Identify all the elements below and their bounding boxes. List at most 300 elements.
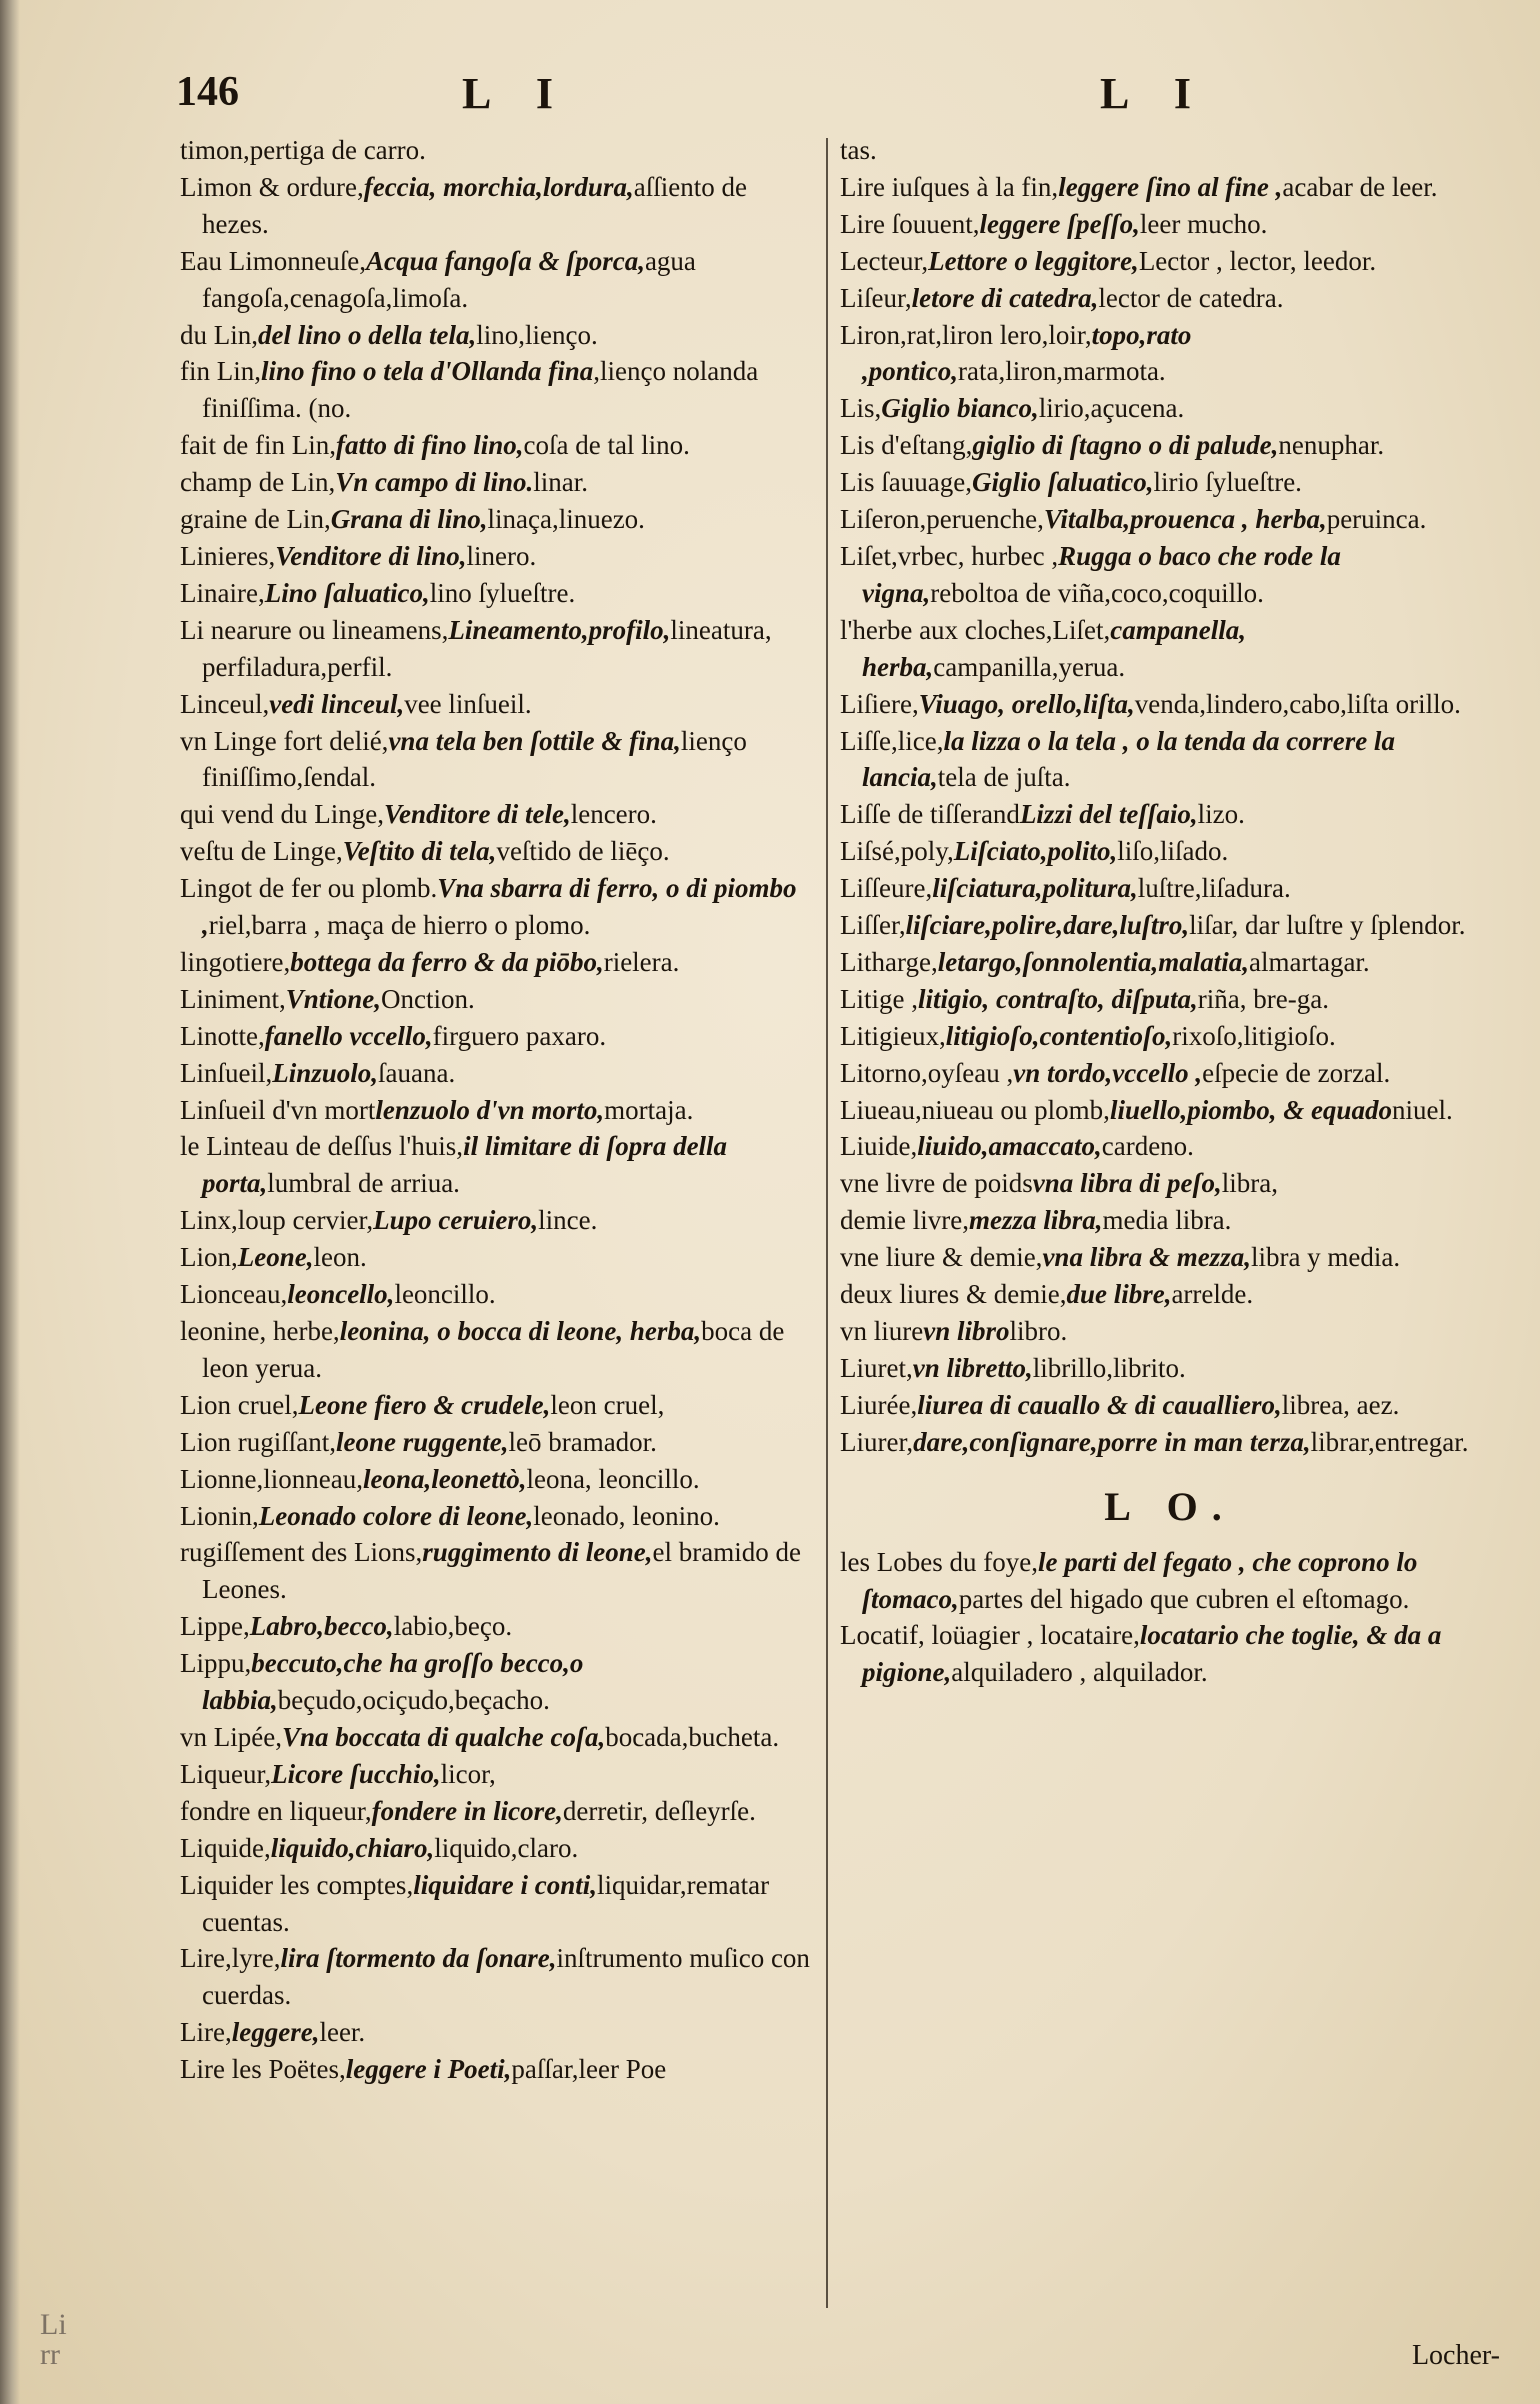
entry-spanish: linero. <box>466 540 537 571</box>
dictionary-entry <box>840 317 1500 391</box>
entry-french: Linaire, <box>180 577 265 608</box>
dictionary-entry <box>180 1313 816 1387</box>
entry-french: Liſeur, <box>840 282 912 313</box>
margin-mark: Li <box>40 2308 67 2341</box>
entry-spanish: riel,barra , maça de hierro o plomo. <box>208 910 591 941</box>
entry-italian: vn tordo,vccello , <box>1013 1057 1203 1088</box>
entry-italian: due libre, <box>1066 1279 1172 1310</box>
entry-french: Liqueur, <box>180 1758 272 1789</box>
dictionary-entry <box>180 1756 816 1793</box>
dictionary-entry <box>180 1534 816 1608</box>
entry-italian: Vitalba,prouenca , herba, <box>1043 504 1327 535</box>
entry-spanish: librea, aez. <box>1281 1389 1400 1420</box>
entry-italian: Licore ſucchio, <box>271 1758 441 1789</box>
dictionary-entry <box>840 1055 1500 1092</box>
entry-spanish: liquido,claro. <box>434 1832 579 1863</box>
entry-italian: leggere ſpeſſo, <box>979 208 1140 239</box>
entry-french: Lire les Poëtes, <box>180 2054 346 2085</box>
entry-spanish: partes del higado que cubren el eſtomago. <box>958 1583 1410 1614</box>
entry-french: Lion cruel, <box>180 1389 299 1420</box>
entry-spanish: Onction. <box>381 983 475 1014</box>
entry-spanish: el bramido de Leones. <box>202 1537 801 1605</box>
entry-italian: Liſciato,polito, <box>953 836 1118 867</box>
dictionary-entry <box>840 1313 1500 1350</box>
entry-french: Lire, <box>180 2017 232 2048</box>
entry-italian: del lino o della tela, <box>258 319 477 350</box>
entry-spanish: lino ſylueſtre. <box>429 577 576 608</box>
entry-spanish: linar. <box>533 467 588 498</box>
entry-french: Litharge, <box>840 946 938 977</box>
dictionary-entry <box>840 464 1500 501</box>
dictionary-entry <box>840 1617 1500 1691</box>
dictionary-entry <box>180 353 816 427</box>
entry-spanish: niuel. <box>1391 1094 1453 1125</box>
entry-italian: vna libra di peſo, <box>1032 1168 1222 1199</box>
entry-italian: mezza libra, <box>968 1205 1103 1236</box>
dictionary-entry <box>180 1202 816 1239</box>
entry-italian: liuello,piombo, & equado <box>1109 1094 1392 1125</box>
dictionary-entry <box>180 1498 816 1535</box>
section-lo-entries <box>840 1544 1500 1692</box>
entry-spanish: leon cruel, <box>550 1389 665 1420</box>
entry-french: vn Linge fort delié, <box>180 725 389 756</box>
entry-french: champ de Lin, <box>180 467 336 498</box>
dictionary-entry <box>840 1165 1500 1202</box>
entry-italian: Vn campo di lino. <box>335 467 534 498</box>
entry-italian: Lineamento,profilo, <box>448 614 671 645</box>
entry-french: graine de Lin, <box>180 504 331 535</box>
dictionary-entry <box>840 538 1500 612</box>
page-number: 146 <box>176 69 239 115</box>
dictionary-entry <box>180 1387 816 1424</box>
dictionary-entry <box>840 907 1500 944</box>
entry-french: Lis, <box>840 393 882 424</box>
entry-italian: Acqua fangoſa & ſporca, <box>365 245 645 276</box>
entry-spanish: riña, bre-ga. <box>1197 983 1329 1014</box>
dictionary-entry <box>840 390 1500 427</box>
entry-spanish: liſar, dar luſtre y ſplendor. <box>1189 910 1466 941</box>
catchword: Locher- <box>1411 2340 1500 2371</box>
dictionary-entry <box>840 723 1500 797</box>
dictionary-entry <box>180 2051 816 2088</box>
entry-spanish: derretir, deſleyrſe. <box>562 1795 756 1826</box>
entry-spanish: lizo. <box>1197 799 1245 830</box>
entry-spanish: lumbral de arriua. <box>267 1168 460 1199</box>
entry-french: fondre en liqueur, <box>180 1795 372 1826</box>
left-column <box>180 132 816 2088</box>
entry-italian: le parti del fegato , che coprono lo ſtomaco, <box>862 1546 1418 1614</box>
entry-french: Linſueil, <box>180 1057 273 1088</box>
dictionary-entry <box>840 796 1500 833</box>
dictionary-entry <box>180 427 816 464</box>
entry-spanish: aſſiento de hezes. <box>202 171 747 239</box>
dictionary-entry <box>840 1092 1500 1129</box>
entry-spanish: librar,entregar. <box>1310 1426 1469 1457</box>
right-column-heading: L I <box>1100 69 1210 118</box>
entry-spanish: tela de juſta. <box>937 762 1071 793</box>
entry-spanish: cardeno. <box>1101 1131 1194 1162</box>
dictionary-entry <box>180 612 816 686</box>
entry-french: Limon & ordure, <box>180 171 364 202</box>
entry-spanish: labio,beço. <box>393 1611 513 1642</box>
entry-italian: leggere, <box>231 2017 320 2048</box>
dictionary-entry <box>180 1830 816 1867</box>
entry-french: Liſet,vrbec, hurbec , <box>840 540 1059 571</box>
entry-french: Liniment, <box>180 983 286 1014</box>
entry-italian: Rugga o baco che rode la vigna, <box>862 540 1341 608</box>
dictionary-entry <box>180 723 816 797</box>
margin-marks <box>40 2310 67 2370</box>
entry-french: vn Lipée, <box>180 1721 282 1752</box>
entry-french: Linx,loup cervier, <box>180 1205 374 1236</box>
entry-italian: beccuto,che ha groſſo becco,o labbia, <box>202 1648 584 1716</box>
entry-italian: Giglio ſaluatico, <box>971 467 1154 498</box>
entry-french: Liuide, <box>840 1131 918 1162</box>
dictionary-entry <box>840 1276 1500 1313</box>
entry-french: du Lin, <box>180 319 258 350</box>
entry-spanish: inſtrumento muſico con cuerdas. <box>202 1943 810 2011</box>
entry-french: demie livre, <box>840 1205 969 1236</box>
entry-italian: ruggimento di leone, <box>422 1537 653 1568</box>
dictionary-entry <box>840 1018 1500 1055</box>
entry-spanish: leer mucho. <box>1139 208 1268 239</box>
dictionary-entry <box>840 1350 1500 1387</box>
entry-italian: Lino ſaluatico, <box>264 577 430 608</box>
entry-french: Eau Limonneuſe, <box>180 245 366 276</box>
entry-spanish: mortaja. <box>604 1094 694 1125</box>
dictionary-entry <box>180 1128 816 1202</box>
entry-french: Liſeron,peruenche, <box>840 504 1044 535</box>
entry-french: Locatif, loüagier , locataire, <box>840 1620 1140 1651</box>
dictionary-entry <box>180 464 816 501</box>
entry-italian: vna tela ben ſottile & fina, <box>388 725 681 756</box>
dictionary-entry <box>840 427 1500 464</box>
dictionary-entry <box>180 243 816 317</box>
section-heading-lo: L O. <box>1104 1483 1236 1529</box>
entry-italian: litigio, contraſto, diſputa, <box>917 983 1198 1014</box>
dictionary-entry <box>180 833 816 870</box>
entry-french: Lion rugiſſant, <box>180 1426 336 1457</box>
entry-italian: la lizza o la tela , o la tenda da correre la lancia, <box>862 725 1395 793</box>
entry-french: Linſueil d'vn mort <box>180 1094 376 1125</box>
entry-spanish: Lector , lector, leedor. <box>1138 245 1377 276</box>
entry-italian: fatto di fino lino, <box>335 430 524 461</box>
entry-french: Lire ſouuent, <box>840 208 980 239</box>
dictionary-entry <box>840 1202 1500 1239</box>
entry-french: Lionin, <box>180 1500 259 1531</box>
entry-italian: vedi linceul, <box>269 688 405 719</box>
entry-french: Liurer, <box>840 1426 914 1457</box>
entry-spanish: luſtre,liſadura. <box>1137 873 1291 904</box>
entry-spanish: nenuphar. <box>1278 430 1385 461</box>
entry-italian: Venditore di lino, <box>275 540 467 571</box>
entry-italian: lenzuolo d'vn morto, <box>375 1094 605 1125</box>
entry-french: Lingot de fer ou plomb. <box>180 873 438 904</box>
entry-spanish: almartagar. <box>1249 946 1370 977</box>
page-header <box>0 68 1540 128</box>
entry-spanish: arrelde. <box>1171 1279 1254 1310</box>
entry-italian: Vna boccata di qualche coſa, <box>281 1721 606 1752</box>
entry-french: Lion, <box>180 1242 238 1273</box>
entry-french: Liſſeure, <box>840 873 933 904</box>
entry-italian: campanella, herba, <box>862 614 1247 682</box>
entry-spanish: coſa de tal lino. <box>523 430 690 461</box>
dictionary-entry <box>840 1544 1500 1618</box>
dictionary-entry <box>840 686 1500 723</box>
entry-italian: leoncello, <box>287 1279 395 1310</box>
entry-french: le Linteau de deſſus l'huis, <box>180 1131 464 1162</box>
entry-spanish: libra y media. <box>1250 1242 1401 1273</box>
entry-spanish: campanilla,yerua. <box>933 651 1126 682</box>
entry-french: Lire,lyre, <box>180 1943 281 1974</box>
dictionary-entry <box>180 1940 816 2014</box>
entry-french: Li nearure ou lineamens, <box>180 614 449 645</box>
entry-french: leonine, herbe, <box>180 1316 340 1346</box>
entry-spanish: ,lienço nolanda finiſſima. (no. <box>202 356 759 424</box>
entry-french: timon,pertiga de carro. <box>180 135 426 165</box>
entry-italian: Veſtito di tela, <box>342 836 497 867</box>
dictionary-entry <box>840 501 1500 538</box>
entry-italian: Leone, <box>237 1242 314 1273</box>
entry-french: Lionne,lionneau, <box>180 1463 363 1494</box>
dictionary-entry <box>840 1387 1500 1424</box>
entry-italian: Lizzi del teſſaio, <box>1019 799 1198 830</box>
entry-french: Linotte, <box>180 1020 265 1051</box>
entry-italian: leonina, o bocca di leone, herba, <box>339 1316 702 1346</box>
entry-spanish: linaça,linuezo. <box>487 504 645 535</box>
dictionary-entry <box>180 1793 816 1830</box>
entry-italian: liquido,chiaro, <box>270 1832 435 1863</box>
entry-french: veſtu de Linge, <box>180 836 343 867</box>
dictionary-entry <box>840 981 1500 1018</box>
entry-french: vn liure <box>840 1316 924 1346</box>
entry-spanish: reboltoa de viña,coco,coquillo. <box>930 577 1264 608</box>
entry-french: Liſiere, <box>840 688 919 719</box>
entry-italian: liurea di cauallo & di caualliero, <box>917 1389 1282 1420</box>
entry-french: fin Lin, <box>180 356 261 387</box>
entry-french: Liſſe de tiſſerand <box>840 799 1020 830</box>
entry-french: Liuret, <box>840 1352 913 1383</box>
entry-spanish: agua fangoſa,cenagoſa,limoſa. <box>202 245 696 313</box>
entry-italian: Grana di lino, <box>330 504 488 535</box>
entry-italian: Leonado colore di leone, <box>258 1500 534 1531</box>
entry-italian: liſciare,polire,dare,luſtro, <box>905 910 1190 941</box>
dictionary-entry <box>180 538 816 575</box>
entry-spanish: lirio ſylueſtre. <box>1153 467 1302 498</box>
entry-spanish: bocada,bucheta. <box>605 1721 780 1752</box>
entry-italian: leggere ſino al fine , <box>1058 171 1283 202</box>
dictionary-entry <box>840 612 1500 686</box>
entry-italian: fanello vccello, <box>264 1020 433 1051</box>
entry-spanish: leonado, leonino. <box>533 1500 720 1531</box>
dictionary-entry <box>180 981 816 1018</box>
entry-french: vne liure & demie, <box>840 1242 1043 1273</box>
entry-french: qui vend du Linge, <box>180 799 384 830</box>
page-binding-shadow <box>0 0 20 2404</box>
entry-spanish: libra, <box>1221 1168 1278 1199</box>
entry-french: Lippe, <box>180 1611 250 1642</box>
entry-spanish: liquidar,rematar cuentas. <box>202 1869 770 1937</box>
entry-spanish: peruinca. <box>1326 504 1427 535</box>
entry-french: l'herbe aux cloches,Liſet, <box>840 614 1111 645</box>
right-column <box>840 132 1500 1691</box>
dictionary-entry <box>180 1461 816 1498</box>
entry-italian: litigioſo,contentioſo, <box>945 1020 1173 1051</box>
entry-spanish: lienço finiſſimo,ſendal. <box>202 725 747 793</box>
entry-italian: leone ruggente, <box>335 1426 509 1457</box>
entry-spanish: lince. <box>538 1205 598 1236</box>
entry-spanish: liſo,liſado. <box>1117 836 1229 867</box>
entry-french: lingotiere, <box>180 946 291 977</box>
entry-italian: Vntione, <box>285 983 382 1014</box>
entry-french: Liſſer, <box>840 910 906 941</box>
entry-italian: vn libro <box>923 1316 1010 1346</box>
entry-french: rugiſſement des Lions, <box>180 1537 423 1568</box>
entry-spanish: lencero. <box>570 799 657 830</box>
entry-french: Liueau,niueau ou plomb, <box>840 1094 1110 1125</box>
entry-italian: Labro,becco, <box>249 1611 394 1642</box>
entry-italian: topo,rato ,pontico, <box>862 319 1192 387</box>
left-column-heading: L I <box>462 69 572 118</box>
entry-italian: giglio di ſtagno o di palude, <box>972 430 1279 461</box>
entry-italian: locatario che toglie, & da a pigione, <box>862 1620 1442 1688</box>
dictionary-entry <box>840 206 1500 243</box>
entry-italian: Giglio bianco, <box>881 393 1039 424</box>
entry-french: Lippu, <box>180 1648 252 1679</box>
entry-italian: liſciatura,politura, <box>932 873 1138 904</box>
entry-spanish: beçudo,ociçudo,beçacho. <box>277 1685 550 1716</box>
dictionary-entry <box>840 1424 1500 1461</box>
entry-spanish: leona, leoncillo. <box>526 1463 700 1494</box>
entry-spanish: veſtido de liēço. <box>496 836 670 867</box>
entry-italian: feccia, morchia,lordura, <box>363 171 634 202</box>
dictionary-entry <box>840 1128 1500 1165</box>
dictionary-entry <box>180 575 816 612</box>
entry-italian: liuido,amaccato, <box>917 1131 1102 1162</box>
dictionary-entry <box>180 1092 816 1129</box>
entry-spanish: eſpecie de zorzal. <box>1202 1057 1391 1088</box>
dictionary-entry <box>180 1645 816 1719</box>
entry-italian: liquidare i conti, <box>413 1869 597 1900</box>
entry-italian: Venditore di tele, <box>383 799 571 830</box>
dictionary-entry <box>840 944 1500 981</box>
entry-spanish: paſſar,leer Poe <box>511 2054 667 2085</box>
dictionary-entry <box>840 132 1500 169</box>
dictionary-entry <box>180 1018 816 1055</box>
entry-spanish: libro. <box>1009 1316 1068 1346</box>
entry-italian: Viuago, orello,liſta, <box>918 688 1135 719</box>
entry-italian: il limitare di ſopra della porta, <box>202 1131 728 1199</box>
entry-french: Litigieux, <box>840 1020 946 1051</box>
dictionary-entry <box>840 280 1500 317</box>
entry-french: Litorno,oyſeau , <box>840 1057 1014 1088</box>
entry-spanish: ſauana. <box>378 1057 456 1088</box>
entry-spanish: boca de leon yerua. <box>202 1316 785 1383</box>
column-divider <box>826 138 828 2308</box>
dictionary-entry <box>180 317 816 354</box>
entry-spanish: leon. <box>313 1242 367 1273</box>
entry-french: Liſſe,lice, <box>840 725 944 756</box>
entry-spanish: leer. <box>319 2017 366 2048</box>
dictionary-entry <box>180 944 816 981</box>
entry-spanish: lector de catedra. <box>1098 282 1284 313</box>
dictionary-entry <box>840 833 1500 870</box>
entry-french: tas. <box>840 135 877 165</box>
entry-french: Liurée, <box>840 1389 918 1420</box>
entry-french: deux liures & demie, <box>840 1279 1067 1310</box>
margin-mark: rr <box>40 2338 60 2371</box>
right-column-entries <box>840 132 1500 1461</box>
dictionary-entry <box>840 1239 1500 1276</box>
entry-spanish: leoncillo. <box>394 1279 496 1310</box>
entry-spanish: acabar de leer. <box>1282 171 1438 202</box>
entry-french: Linceul, <box>180 688 270 719</box>
dictionary-entry <box>180 686 816 723</box>
entry-italian: vna libra & mezza, <box>1042 1242 1251 1273</box>
entry-french: Lionceau, <box>180 1279 288 1310</box>
entry-french: Linieres, <box>180 540 276 571</box>
entry-french: Liquide, <box>180 1832 271 1863</box>
entry-french: Lecteur, <box>840 245 929 276</box>
dictionary-entry <box>180 1424 816 1461</box>
entry-italian: Vna sbarra di ferro, o di piombo , <box>202 873 797 941</box>
entry-spanish: firguero paxaro. <box>432 1020 607 1051</box>
dictionary-entry <box>180 796 816 833</box>
entry-italian: Lupo ceruiero, <box>373 1205 539 1236</box>
entry-spanish: rata,liron,marmota. <box>958 356 1166 387</box>
entry-spanish: lino,lienço. <box>476 319 598 350</box>
entry-spanish: lineatura, perfiladura,perfil. <box>202 614 772 682</box>
entry-italian: Leone fiero & crudele, <box>298 1389 551 1420</box>
entry-italian: Linzuolo, <box>272 1057 379 1088</box>
entry-french: Lis ſauuage, <box>840 467 972 498</box>
dictionary-entry <box>180 1055 816 1092</box>
dictionary-entry <box>180 501 816 538</box>
dictionary-entry <box>180 870 816 944</box>
dictionary-entry <box>180 1608 816 1645</box>
entry-italian: letargo,ſonnolentia,malatia, <box>937 946 1249 977</box>
entry-spanish: lirio,açucena. <box>1038 393 1185 424</box>
entry-italian: vn libretto, <box>912 1352 1033 1383</box>
dictionary-entry <box>840 870 1500 907</box>
entry-italian: fondere in licore, <box>371 1795 563 1826</box>
entry-french: les Lobes du foye, <box>840 1546 1038 1577</box>
entry-italian: lino fino o tela d'Ollanda fina <box>261 356 594 387</box>
entry-french: Liſsé,poly, <box>840 836 954 867</box>
entry-french: Litige , <box>840 983 918 1014</box>
entry-spanish: media libra. <box>1102 1205 1232 1236</box>
entry-french: vne livre de poids <box>840 1168 1033 1199</box>
dictionary-entry <box>840 243 1500 280</box>
entry-italian: leggere i Poeti, <box>345 2054 512 2085</box>
entry-spanish: licor, <box>440 1758 496 1789</box>
dictionary-entry <box>840 169 1500 206</box>
dictionary-entry <box>180 1239 816 1276</box>
entry-spanish: alquiladero , alquilador. <box>951 1657 1208 1688</box>
entry-french: Lire iuſques à la fin, <box>840 171 1059 202</box>
entry-italian: bottega da ferro & da piōbo, <box>290 946 604 977</box>
entry-french: Liron,rat,liron lero,loir, <box>840 319 1092 350</box>
entry-italian: lira ſtormento da ſonare, <box>280 1943 557 1974</box>
dictionary-entry <box>180 132 816 169</box>
dictionary-entry <box>180 1719 816 1756</box>
entry-italian: letore di catedra, <box>911 282 1099 313</box>
entry-spanish: vee linſueil. <box>404 688 532 719</box>
entry-spanish: rixoſo,litigioſo. <box>1172 1020 1336 1051</box>
dictionary-entry <box>180 1276 816 1313</box>
dictionary-entry <box>180 169 816 243</box>
dictionary-entry <box>180 2014 816 2051</box>
